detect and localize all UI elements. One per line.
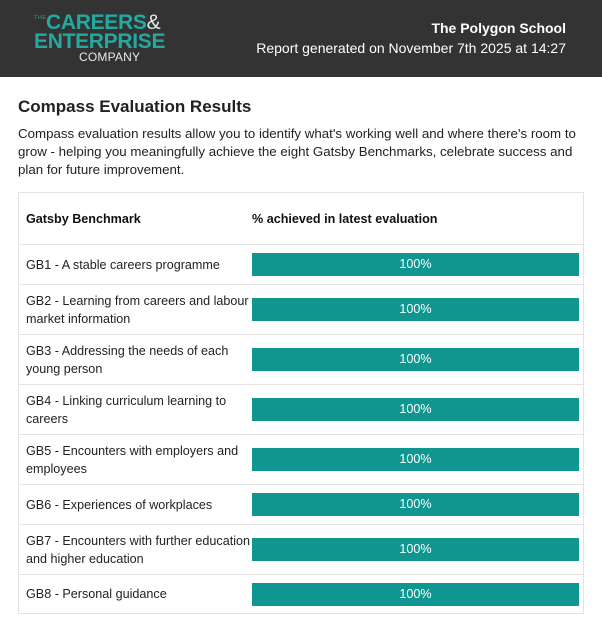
progress-cell <box>252 583 583 606</box>
report-meta <box>256 20 566 57</box>
benchmark-name: GB8 - Personal guidance <box>26 587 167 601</box>
progress-bar <box>252 448 579 471</box>
progress-percent-label: 100% <box>399 257 432 271</box>
table-row <box>19 485 583 525</box>
logo-line-enterprise: ENTERPRISE <box>34 30 166 53</box>
logo-the-text: THE <box>34 15 47 21</box>
benchmark-name: GB6 - Experiences of workplaces <box>26 497 213 512</box>
progress-bar <box>252 493 579 516</box>
benchmark-name: GB3 - Addressing the needs of each young person <box>26 343 229 376</box>
progress-bar <box>252 348 579 371</box>
report-generated-date: Report generated on November 7th 2025 at 14:27 <box>256 40 566 56</box>
benchmark-name: GB5 - Encounters with employers and employees <box>26 443 239 476</box>
progress-bar <box>252 298 579 321</box>
progress-percent-label: 100% <box>399 497 432 511</box>
page-title: Compass Evaluation Results <box>18 97 252 116</box>
progress-percent-label: 100% <box>399 352 432 366</box>
progress-percent-label: 100% <box>399 402 432 416</box>
logo-line-company: COMPANY <box>79 50 141 64</box>
progress-percent-label: 100% <box>399 542 432 556</box>
table-row <box>19 575 583 613</box>
progress-percent-label: 100% <box>399 586 432 601</box>
progress-cell <box>252 448 583 471</box>
benchmark-table <box>18 192 584 614</box>
careers-enterprise-company-logo <box>34 12 164 66</box>
progress-bar <box>252 253 579 276</box>
table-row <box>19 435 583 485</box>
table-body <box>19 245 583 613</box>
progress-cell <box>252 348 583 371</box>
table-row <box>19 525 583 575</box>
table-row <box>19 285 583 335</box>
table-row <box>19 245 583 285</box>
logo-line-careers: CAREERS& <box>46 11 161 34</box>
benchmark-name: GB1 - A stable careers programme <box>26 257 220 272</box>
progress-cell <box>252 493 583 516</box>
progress-cell <box>252 398 583 421</box>
page-description: Compass evaluation results allow you to identify what's working well and where there's room to grow - helping you meaningfully achieve the eight Gatsby Benchmarks, celebrate success and plan for future improvement. <box>18 126 576 177</box>
column-header-benchmark: Gatsby Benchmark <box>26 211 141 226</box>
progress-percent-label: 100% <box>399 302 432 316</box>
progress-cell <box>252 298 583 321</box>
table-header-row <box>19 193 583 245</box>
column-header-percent: % achieved in latest evaluation <box>252 211 438 226</box>
progress-bar <box>252 583 579 606</box>
benchmark-name: GB7 - Encounters with further education and higher education <box>26 533 251 566</box>
table-row <box>19 335 583 385</box>
progress-bar <box>252 538 579 561</box>
benchmark-name: GB2 - Learning from careers and labour market information <box>26 293 249 326</box>
progress-percent-label: 100% <box>399 452 432 466</box>
school-name: The Polygon School <box>431 20 566 36</box>
progress-cell <box>252 253 583 276</box>
table-row <box>19 385 583 435</box>
report-header <box>0 0 602 77</box>
benchmark-name: GB4 - Linking curriculum learning to careers <box>26 393 227 426</box>
progress-bar <box>252 398 579 421</box>
progress-cell <box>252 538 583 561</box>
